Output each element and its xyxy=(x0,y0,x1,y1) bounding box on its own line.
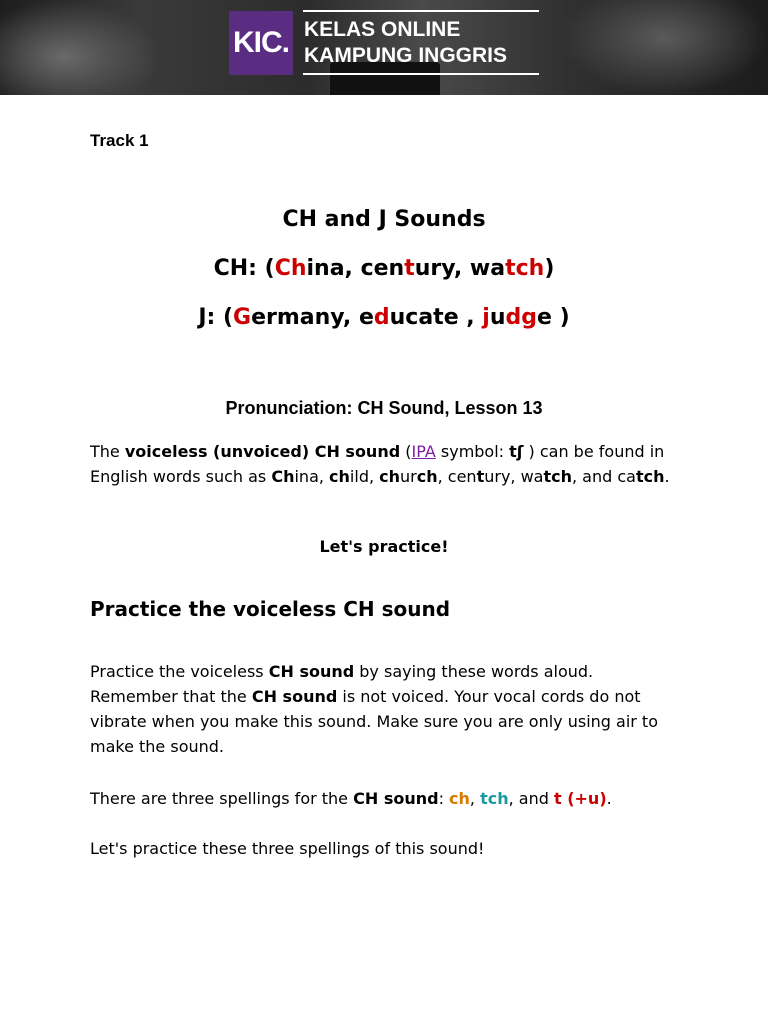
closing-paragraph: Let's practice these three spellings of this sound! xyxy=(90,839,485,858)
intro-paragraph: The voiceless (unvoiced) CH sound (IPA symbol: tʃ ) can be found in English words such as China, child, church, century, watch, and catch. xyxy=(90,442,670,486)
banner-background-shape xyxy=(0,0,160,95)
j-examples-line: J: (Germany, educate , judge ) xyxy=(198,305,570,330)
logo-divider xyxy=(303,10,539,12)
spellings-paragraph: There are three spellings for the CH sound: ch, tch, and t (+u). xyxy=(90,789,612,808)
spelling-ch: ch xyxy=(449,789,470,808)
lesson-heading: Pronunciation: CH Sound, Lesson 13 xyxy=(225,398,543,418)
ch-examples-line: CH: (China, century, watch) xyxy=(213,256,555,281)
page-title: CH and J Sounds xyxy=(282,207,486,232)
logo-divider xyxy=(303,73,539,75)
lets-practice-heading: Let's practice! xyxy=(319,537,449,556)
spelling-t-u: t (+u) xyxy=(553,789,607,808)
header-banner xyxy=(0,0,768,95)
logo-title-line2: KAMPUNG INGGRIS xyxy=(304,44,508,67)
logo-title-line1: KELAS ONLINE xyxy=(304,18,461,41)
kic-logo-mark xyxy=(229,11,293,75)
ipa-link[interactable]: IPA xyxy=(411,442,436,461)
banner-background-shape xyxy=(560,0,768,95)
spelling-tch: tch xyxy=(480,789,509,808)
track-label: Track 1 xyxy=(90,131,149,150)
logo-mark-text: KIC. xyxy=(233,26,289,59)
practice-paragraph: Practice the voiceless CH sound by saying these words aloud. Remember that the CH sound is not voiced. Your vocal cords do not vibrate when you make this sound. Make sure you are only using air to make the sound. xyxy=(90,662,658,756)
section-heading: Practice the voiceless CH sound xyxy=(90,597,451,621)
